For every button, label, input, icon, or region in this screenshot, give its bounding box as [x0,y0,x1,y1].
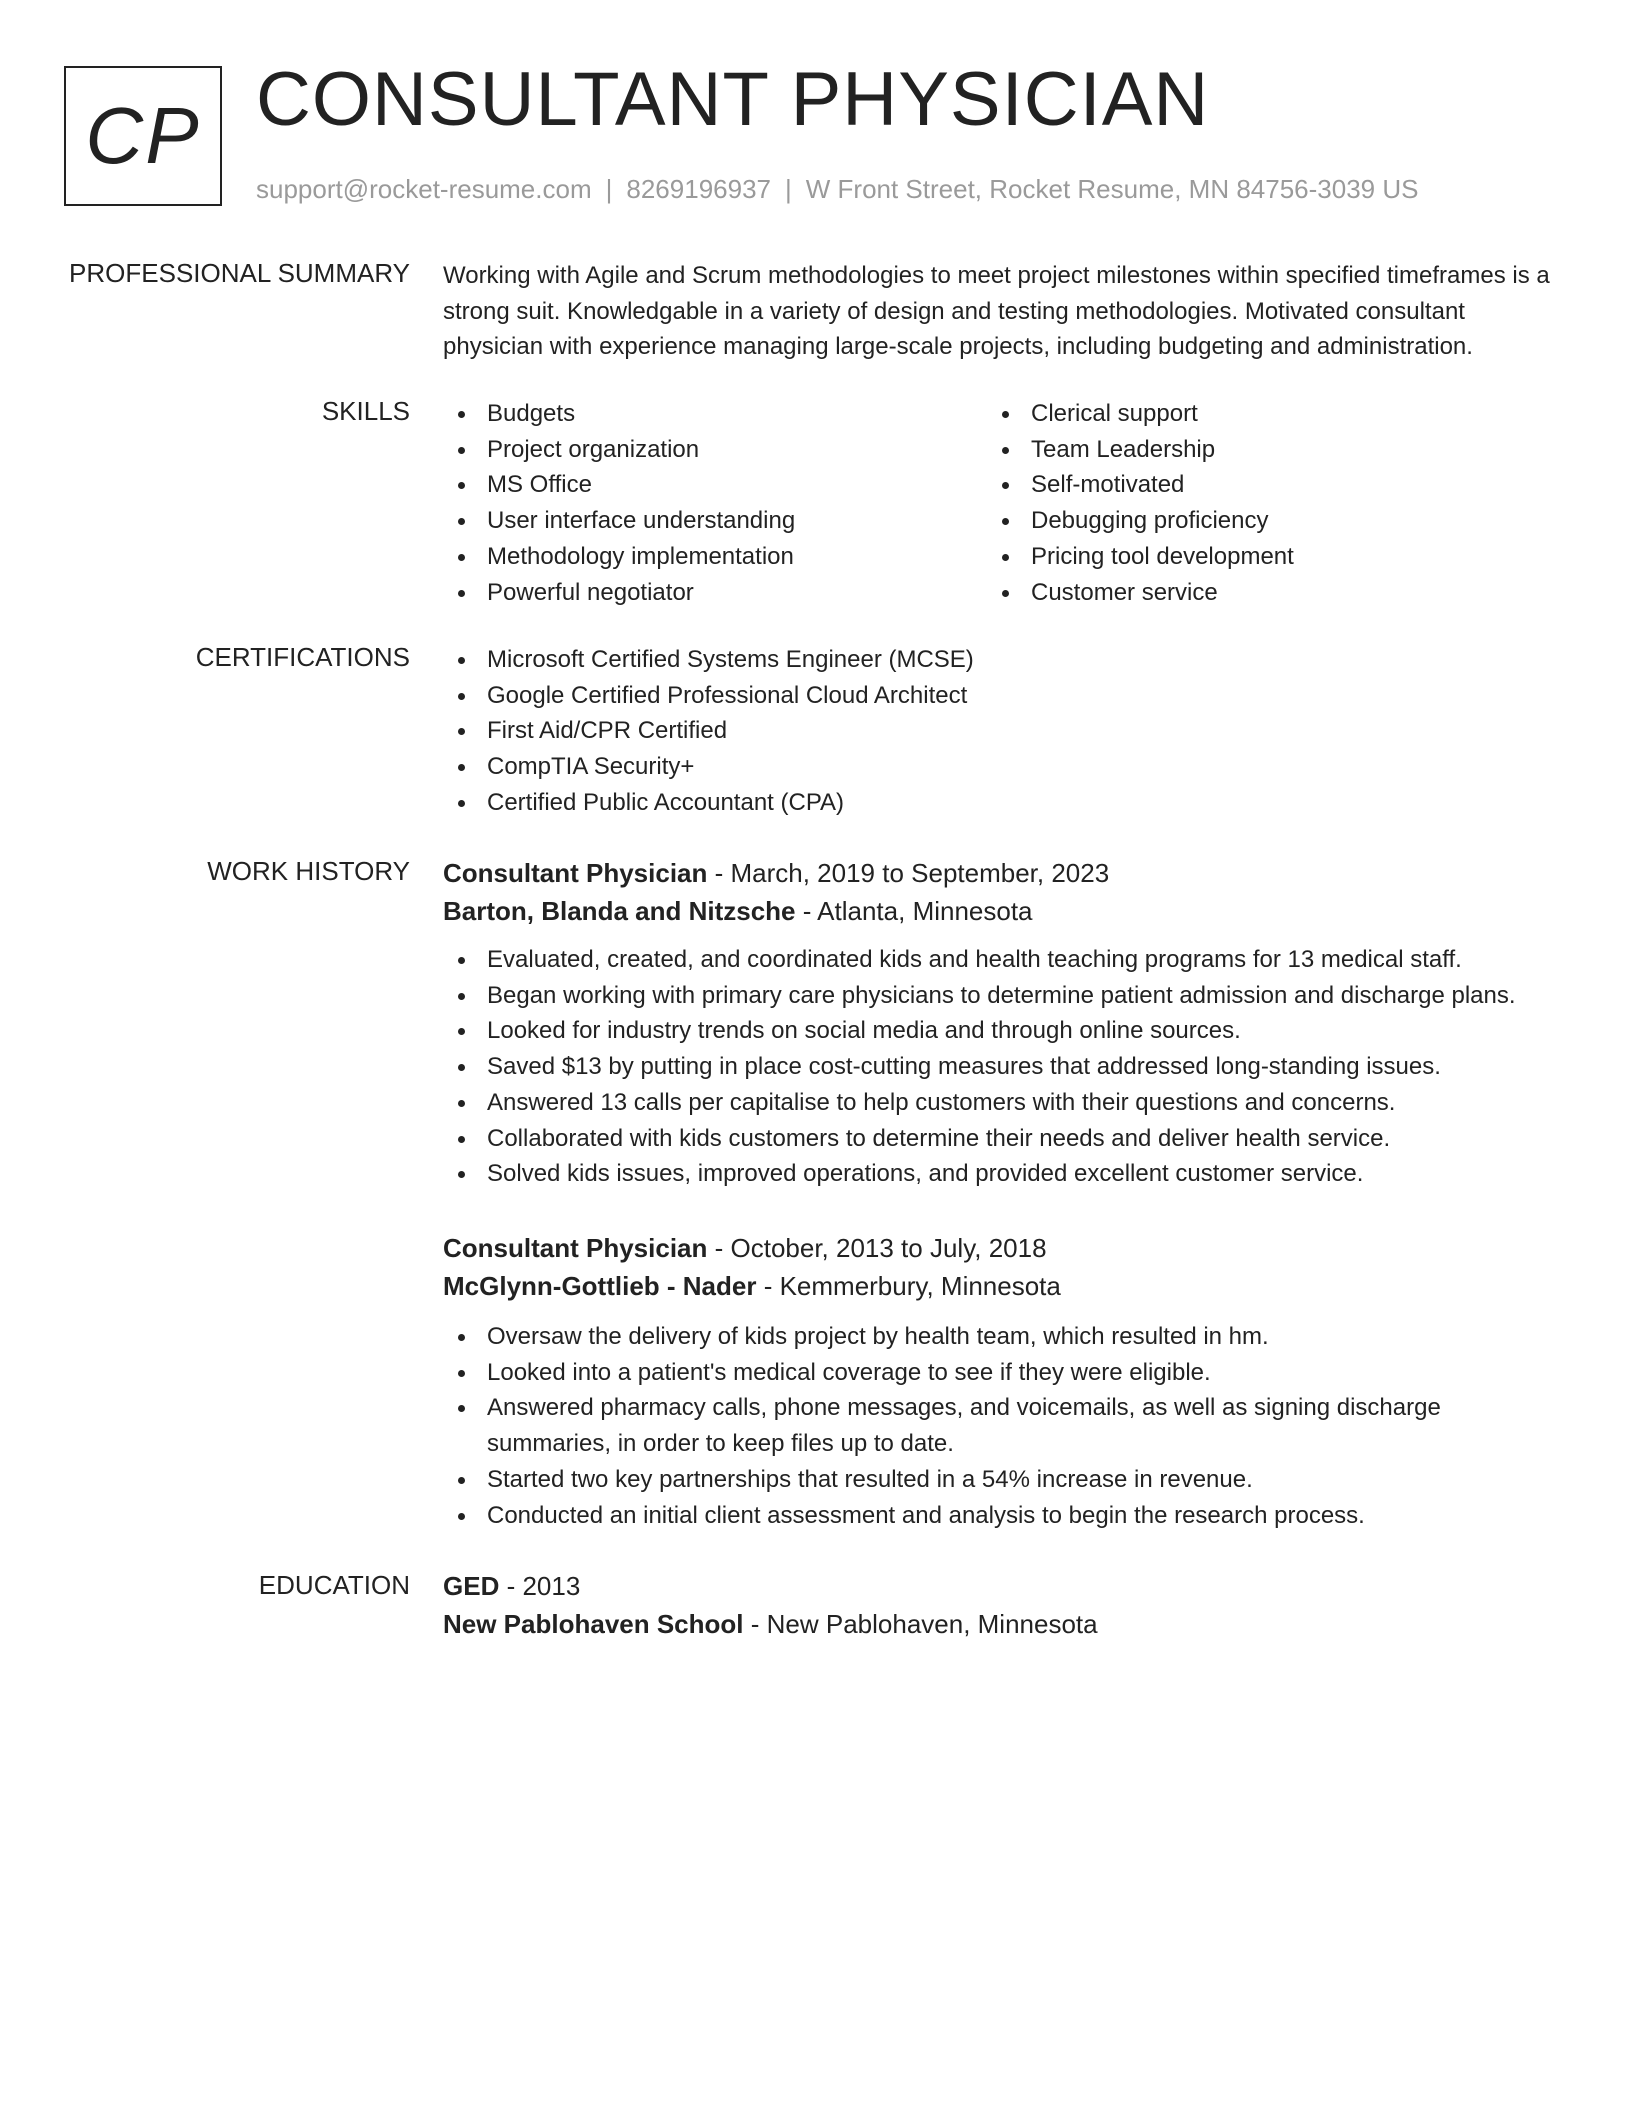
page-title: CONSULTANT PHYSICIAN [256,57,1210,142]
certification-item: CompTIA Security+ [443,749,1563,785]
work-history-heading: WORK HISTORY [207,856,410,886]
skill-item: Project organization [443,432,987,468]
monogram-initials: CP [85,91,201,180]
job-dates: - March, 2019 to September, 2023 [707,858,1110,888]
skill-item: Methodology implementation [443,539,987,575]
contact-email[interactable]: support@rocket-resume.com [256,174,592,204]
job-title: Consultant Physician [443,1233,708,1263]
job-bullet: Answered pharmacy calls, phone messages, and voicemails, as well as signing discharge summaries, in order to keep files up to date. [443,1390,1563,1461]
job-bullet: Started two key partnerships that resulted in a 54% increase in revenue. [443,1462,1563,1498]
skills-section [443,396,1563,610]
job-title-line [443,854,1563,892]
certification-item: First Aid/CPR Certified [443,713,1563,749]
job-bullets [443,1319,1563,1533]
certifications-list [443,642,1563,821]
certifications-heading: CERTIFICATIONS [195,642,410,672]
skills-list-left [443,396,987,610]
job-company: Barton, Blanda and Nitzsche [443,896,796,926]
job-bullet: Looked into a patient's medical coverage to see if they were eligible. [443,1355,1563,1391]
education-section [443,1567,1563,1643]
summary-text: Working with Agile and Scrum methodologies to meet project milestones within specified timeframes is a strong suit. Knowledgable in a variety of design and testing methodologies. Motivated consultant physician with experience managing large-scale projects, including budgeting and administration. [443,262,1550,360]
contact-address: W Front Street, Rocket Resume, MN 84756-3039 US [805,174,1419,204]
skill-item: Debugging proficiency [987,503,1531,539]
job-title-line [443,1229,1563,1267]
job-bullets [443,942,1563,1192]
summary-heading: PROFESSIONAL SUMMARY [69,258,410,288]
job-entry [443,1229,1563,1533]
skill-item: MS Office [443,467,987,503]
certification-item: Certified Public Accountant (CPA) [443,785,1563,821]
certification-item: Microsoft Certified Systems Engineer (MCSE) [443,642,1563,678]
job-location: - Kemmerbury, Minnesota [756,1271,1061,1301]
skill-item: Team Leadership [987,432,1531,468]
skill-item: Customer service [987,575,1531,611]
job-bullet: Looked for industry trends on social media and through online sources. [443,1013,1563,1049]
skills-heading: SKILLS [321,396,410,426]
education-school: New Pablohaven School [443,1609,744,1639]
skill-item: Budgets [443,396,987,432]
education-heading: EDUCATION [258,1570,410,1600]
skill-item: Self-motivated [987,467,1531,503]
contact-line [256,174,1418,205]
skill-item: Powerful negotiator [443,575,987,611]
certification-item: Google Certified Professional Cloud Architect [443,678,1563,714]
job-bullet: Saved $13 by putting in place cost-cutting measures that addressed long-standing issues. [443,1049,1563,1085]
skills-list-right [987,396,1531,610]
job-entry [443,854,1563,1192]
job-location: - Atlanta, Minnesota [795,896,1033,926]
skill-item: User interface understanding [443,503,987,539]
job-dates: - October, 2013 to July, 2018 [707,1233,1047,1263]
job-bullet: Conducted an initial client assessment and analysis to begin the research process. [443,1498,1563,1534]
contact-separator: | [605,174,613,204]
certifications-section [443,642,1563,821]
education-location: - New Pablohaven, Minnesota [743,1609,1098,1639]
skill-item: Pricing tool development [987,539,1531,575]
summary-section [443,258,1563,365]
job-company-line [443,1267,1563,1305]
education-degree: GED [443,1571,500,1601]
skill-item: Clerical support [987,396,1531,432]
job-company: McGlynn-Gottlieb - Nader [443,1271,757,1301]
job-bullet: Evaluated, created, and coordinated kids and health teaching programs for 13 medical staff. [443,942,1563,978]
contact-separator: | [785,174,792,204]
contact-phone[interactable]: 8269196937 [626,174,771,204]
job-bullet: Collaborated with kids customers to determine their needs and deliver health service. [443,1121,1563,1157]
monogram-box [64,66,222,206]
education-year: - 2013 [499,1571,581,1601]
job-bullet: Oversaw the delivery of kids project by health team, which resulted in hm. [443,1319,1563,1355]
job-company-line [443,892,1563,930]
job-title: Consultant Physician [443,858,708,888]
job-bullet: Solved kids issues, improved operations, and provided excellent customer service. [443,1156,1563,1192]
education-school-line [443,1605,1563,1643]
job-bullet: Answered 13 calls per capitalise to help customers with their questions and concerns. [443,1085,1563,1121]
job-bullet: Began working with primary care physicians to determine patient admission and discharge plans. [443,978,1563,1014]
education-degree-line [443,1567,1563,1605]
